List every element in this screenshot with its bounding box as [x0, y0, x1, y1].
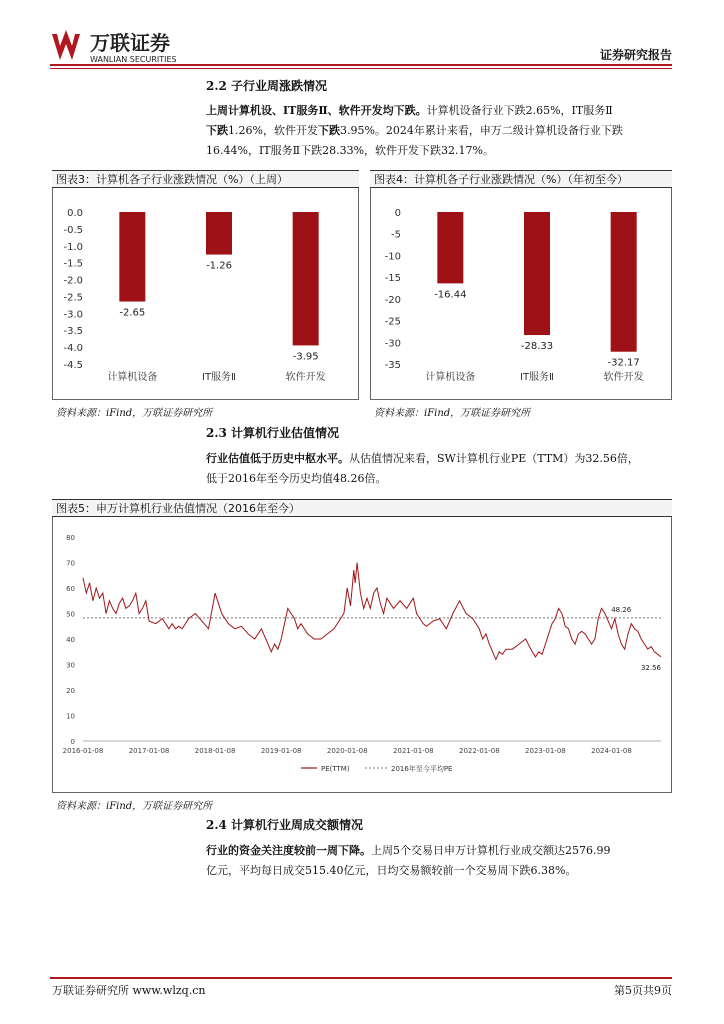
figure-5-chart — [53, 517, 671, 791]
figure-3-title: 图表3：计算机各子行业涨跌情况（%）（上周） — [52, 170, 359, 188]
x-tick-label: 2023-01-08 — [525, 747, 566, 755]
section-2-4-title: 2.4 计算机行业周成交额情况 — [206, 818, 364, 832]
para-bold-3: 下跌 — [317, 124, 340, 137]
footer-rule — [50, 977, 672, 979]
bar — [206, 212, 232, 255]
y-tick-label: -30 — [384, 338, 401, 350]
para-text-1: 计算机设备行业下跌2.65%，IT服务Ⅱ — [426, 104, 613, 117]
y-tick-label: -5 — [391, 229, 401, 241]
bar — [524, 212, 550, 335]
para-bold-1: 上周计算机设、IT服务Ⅱ、软件开发均下跌。 — [206, 104, 427, 117]
figure-4-source: 资料来源：iFind，万联证券研究所 — [374, 408, 531, 419]
bar-value-label: -16.44 — [434, 289, 467, 301]
figure-4-chart — [371, 188, 671, 398]
y-tick-label: 0.0 — [67, 208, 83, 219]
y-tick-label: -2.5 — [63, 292, 83, 304]
y-tick-label: -3.5 — [63, 326, 83, 338]
y-tick-label: 70 — [66, 559, 75, 568]
y-tick-label: 30 — [66, 661, 75, 670]
x-tick-label: 2016-01-08 — [62, 747, 104, 755]
y-tick-label: -20 — [384, 294, 401, 306]
legend-pe-label: PE(TTM) — [321, 765, 350, 773]
bar-value-label: -28.33 — [520, 341, 554, 353]
x-tick-label: 2022-01-08 — [458, 747, 500, 755]
x-category-label: 计算机设备 — [107, 372, 158, 383]
y-tick-label: 60 — [66, 585, 75, 593]
para24-text: 上周5个交易日申万计算机行业成交额达2576.99 — [371, 844, 611, 857]
report-type: 证券研究报告 — [599, 48, 672, 62]
section-2-4-paragraph — [206, 841, 674, 881]
para-text-4: 16.44%，IT服务Ⅱ下跌28.33%，软件开发下跌32.17%。 — [206, 144, 494, 157]
x-tick-label: 2024-01-08 — [591, 747, 632, 755]
y-tick-label: 80 — [66, 534, 75, 542]
para-text-3: 3.95%。2024年累计来看，申万二级计算机设备行业下跌 — [339, 124, 623, 137]
bar — [119, 212, 145, 302]
x-tick-label: 2021-01-08 — [392, 747, 434, 755]
y-tick-label: 0 — [394, 208, 401, 219]
y-tick-label: -25 — [384, 316, 401, 328]
pe-ttm-line — [83, 563, 661, 660]
para24-bold: 行业的资金关注度较前一周下降。 — [206, 844, 371, 857]
x-category-label: IT服务Ⅱ — [202, 372, 236, 383]
x-tick-label: 2019-01-08 — [260, 747, 302, 755]
section-2-3-title: 2.3 计算机行业估值情况 — [206, 426, 340, 440]
para24-line2: 亿元，平均每日成交515.40亿元，日均交易额较前一个交易周下跌6.38%。 — [206, 864, 577, 877]
section-2-3-paragraph — [206, 449, 674, 489]
page-number: 第5页共9页 — [614, 984, 672, 997]
para23-bold: 行业估值低于历史中枢水平。 — [206, 452, 349, 465]
figure-4-title: 图表4：计算机各子行业涨跌情况（%）（年初至今） — [370, 170, 672, 188]
bar — [611, 212, 637, 352]
para23-text: 从估值情况来看，SW计算机行业PE（TTM）为32.56倍， — [349, 452, 639, 465]
company-logo — [50, 30, 190, 66]
bar — [293, 212, 319, 345]
figure-4-frame — [370, 188, 672, 400]
y-tick-label: -0.5 — [63, 224, 83, 236]
para-bold-2: 下跌 — [206, 124, 228, 137]
x-tick-label: 2017-01-08 — [128, 747, 170, 755]
section-2-2-paragraph — [206, 101, 674, 161]
last-value-label: 32.56 — [640, 663, 661, 672]
y-tick-label: -4.0 — [63, 343, 83, 355]
figure-5-title: 图表5：申万计算机行业估值情况（2016年至今） — [52, 499, 672, 517]
y-tick-label: -4.5 — [63, 360, 83, 371]
section-2-2-title: 2.2 子行业周涨跌情况 — [206, 79, 328, 93]
figure-3-source: 资料来源：iFind，万联证券研究所 — [56, 408, 213, 419]
x-category-label: 软件开发 — [285, 372, 326, 383]
bar — [437, 212, 463, 283]
y-tick-label: 10 — [66, 712, 75, 721]
footer-website: 万联证券研究所 www.wlzq.cn — [52, 984, 206, 997]
y-tick-label: 40 — [66, 636, 75, 644]
x-category-label: 计算机设备 — [425, 372, 476, 383]
y-tick-label: 50 — [66, 610, 75, 619]
figure-3-chart — [53, 188, 358, 398]
x-category-label: 软件开发 — [603, 372, 644, 383]
y-tick-label: -15 — [384, 273, 401, 285]
x-tick-label: 2018-01-08 — [194, 747, 236, 755]
logo-subtitle: WANLIAN SECURITIES — [90, 55, 177, 64]
bar-value-label: -1.26 — [206, 260, 232, 272]
y-tick-label: -1.0 — [63, 241, 83, 253]
bar-value-label: -2.65 — [119, 307, 146, 319]
figure-5-source: 资料来源：iFind，万联证券研究所 — [56, 801, 213, 812]
x-category-label: IT服务Ⅱ — [520, 372, 554, 383]
figure-5-frame — [52, 517, 672, 793]
y-tick-label: -35 — [384, 360, 401, 371]
bar-value-label: -3.95 — [292, 351, 319, 363]
bar-value-label: -32.17 — [607, 357, 640, 369]
y-tick-label: 0 — [70, 738, 75, 746]
mean-value-label: 48.26 — [611, 605, 632, 614]
para23-line2: 低于2016年至今历史均值48.26倍。 — [206, 472, 387, 485]
logo-mark — [52, 30, 80, 60]
figure-3-frame — [52, 188, 359, 400]
header-rule — [50, 64, 672, 66]
y-tick-label: -2.0 — [63, 275, 83, 287]
y-tick-label: -10 — [384, 251, 401, 263]
para-text-2: 1.26%，软件开发 — [228, 124, 318, 137]
legend-avg-label: 2016年至今平均PE — [391, 765, 453, 773]
x-tick-label: 2020-01-08 — [326, 747, 368, 755]
y-tick-label: -1.5 — [63, 258, 83, 270]
logo-text: 万联证券 — [90, 31, 170, 55]
header-rule-thin — [50, 68, 672, 69]
y-tick-label: -3.0 — [63, 309, 83, 321]
y-tick-label: 20 — [66, 687, 75, 695]
